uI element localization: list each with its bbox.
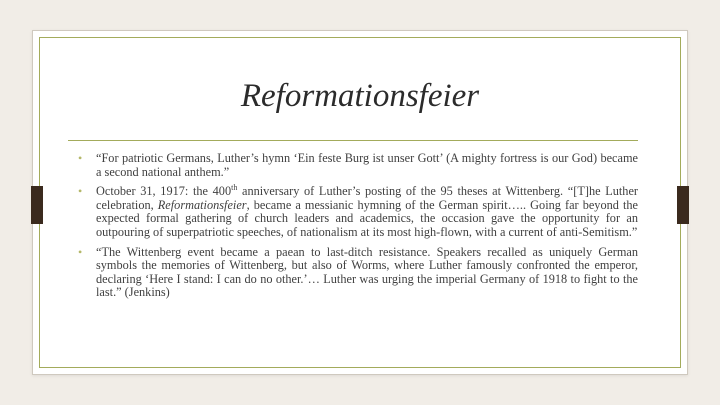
slide-title: Reformationsfeier bbox=[240, 78, 480, 114]
bullet-text-middle: anniversary of Luther’s posting of the 95 theses at Wittenberg. “[T]he Luther celebration, bbox=[96, 184, 638, 212]
bullet-dot-icon: • bbox=[78, 184, 83, 199]
ordinal-superscript: th bbox=[231, 183, 238, 193]
bullet-item bbox=[78, 246, 638, 300]
bullet-text-end: , became a messianic hymning of the German spirit….. Going far beyond the expected formal gathering of church leaders and academics, the occasion gave the opportunity for an outpouring of superpatriotic speeches, of nationalism at its most high-flown, with a current of anti-Semitism.” bbox=[96, 197, 638, 239]
bullet-dot-icon: • bbox=[78, 244, 83, 259]
bullet-list bbox=[78, 152, 638, 306]
right-edge-tab bbox=[677, 186, 689, 224]
bullet-dot-icon: • bbox=[78, 151, 83, 165]
bullet-text: “The Wittenberg event became a paean to last-ditch resistance. Speakers recalled as uniquely German symbols the memories of Wittenberg, but also of Worms, where Luther famously confronted the emperor, declaring ‘Here I stand: I can do no other.’… Luther was urging the imperial Germany of 1918 to fight to the last.” (Jenkins) bbox=[96, 244, 638, 300]
bullet-item bbox=[78, 185, 638, 239]
bullet-item bbox=[78, 152, 638, 179]
left-edge-tab bbox=[31, 186, 43, 224]
title-divider bbox=[68, 140, 638, 141]
bullet-text-start: October 31, 1917: the 400 bbox=[96, 184, 232, 199]
italic-term: Reformationsfeier bbox=[157, 197, 247, 212]
bullet-text: “For patriotic Germans, Luther’s hymn ‘Ein feste Burg ist unser Gott’ (A mighty fortress is our God) became a second national anthem.” bbox=[96, 151, 638, 179]
